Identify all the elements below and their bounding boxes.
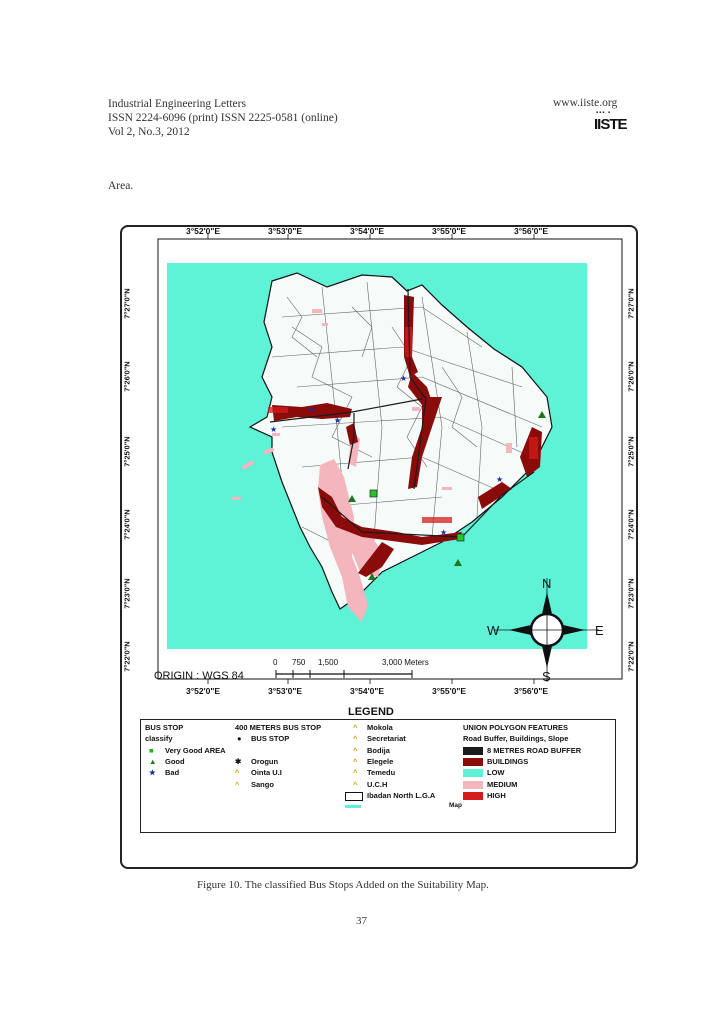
left-tick-4: 7°24'0"N bbox=[122, 509, 132, 540]
compass-east-label: E bbox=[595, 623, 604, 638]
bad-star-icon: ★ bbox=[149, 768, 156, 777]
compass-south-label: S bbox=[542, 669, 551, 684]
legend-bus-stop: BUS STOP bbox=[251, 734, 290, 743]
legend-cut-text: Map bbox=[449, 802, 462, 809]
buildings-swatch bbox=[463, 758, 483, 766]
right-tick-6: 7°22'0"N bbox=[626, 641, 636, 672]
bottom-tick-5: 3°56'0"E bbox=[514, 686, 549, 696]
iiste-logo: ▪▪▪ ▪ IISTE bbox=[594, 110, 627, 133]
right-tick-2: 7°26'0"N bbox=[626, 361, 636, 392]
top-tick-5: 3°56'0"E bbox=[514, 226, 549, 236]
medium-swatch bbox=[463, 781, 483, 789]
left-tick-3: 7°25'0"N bbox=[122, 436, 132, 467]
legend-very-good: Very Good AREA bbox=[165, 746, 226, 755]
legend-elegele: Elegele bbox=[367, 757, 394, 766]
legend-bad: Bad bbox=[165, 768, 180, 777]
legend-ointa: Ointa U.I bbox=[251, 768, 282, 777]
scale-label-3000: 3,000 Meters bbox=[382, 658, 429, 667]
legend-union-head: UNION POLYGON FEATURES bbox=[463, 723, 569, 732]
uch-caret-icon: ^ bbox=[353, 780, 358, 789]
legend-orogun: Orogun bbox=[251, 757, 279, 766]
journal-url[interactable]: www.iiste.org bbox=[553, 97, 618, 109]
issn-line: ISSN 2224-6096 (print) ISSN 2225-0581 (online) bbox=[108, 112, 338, 124]
legend-mokola: Mokola bbox=[367, 723, 393, 732]
map-figure bbox=[120, 225, 638, 869]
bus-stop-bad: ★ bbox=[270, 425, 278, 434]
compass-north-label: N bbox=[542, 576, 552, 591]
left-tick-1: 7°27'0"N bbox=[122, 288, 132, 319]
right-tick-4: 7°24'0"N bbox=[626, 509, 636, 540]
bus-stop-bad: ★ bbox=[496, 475, 504, 484]
logo-text: IISTE bbox=[594, 116, 627, 133]
legend-classify-head: classify bbox=[145, 734, 173, 743]
legend-title: LEGEND bbox=[348, 706, 394, 718]
high-swatch bbox=[463, 792, 483, 800]
top-tick-3: 3°54'0"E bbox=[350, 226, 385, 236]
map-origin: ORIGIN : WGS 84 bbox=[154, 670, 244, 682]
very-good-square-icon: ■ bbox=[149, 746, 154, 755]
bottom-tick-3: 3°54'0"E bbox=[350, 686, 385, 696]
bus-stop-very-good bbox=[370, 490, 377, 497]
mokola-caret-icon: ^ bbox=[353, 723, 358, 732]
ibadan-boundary-swatch bbox=[345, 792, 363, 801]
legend-buildings: BUILDINGS bbox=[487, 757, 529, 766]
top-tick-4: 3°55'0"E bbox=[432, 226, 467, 236]
page-number: 37 bbox=[356, 915, 367, 927]
cut-swatch bbox=[345, 805, 361, 808]
scale-bar bbox=[276, 670, 412, 678]
bus-stop-bad: ★ bbox=[334, 416, 342, 425]
legend-high: HIGH bbox=[487, 791, 506, 800]
secretariat-caret-icon: ^ bbox=[353, 734, 358, 743]
bottom-tick-2: 3°53'0"E bbox=[268, 686, 303, 696]
legend-bus-stop-head: BUS STOP bbox=[145, 723, 184, 732]
legend-low: LOW bbox=[487, 768, 505, 777]
bottom-tick-4: 3°55'0"E bbox=[432, 686, 467, 696]
figure-caption: Figure 10. The classified Bus Stops Added on the Suitability Map. bbox=[197, 879, 489, 891]
legend-good: Good bbox=[165, 757, 185, 766]
top-tick-2: 3°53'0"E bbox=[268, 226, 303, 236]
orogun-symbol-icon: ✱ bbox=[235, 757, 242, 766]
right-tick-3: 7°25'0"N bbox=[626, 436, 636, 467]
left-tick-6: 7°22'0"N bbox=[122, 641, 132, 672]
temedu-caret-icon: ^ bbox=[353, 768, 358, 777]
bottom-tick-1: 3°52'0"E bbox=[186, 686, 221, 696]
scale-label-750: 750 bbox=[292, 658, 306, 667]
legend-ibadan-north: Ibadan North L.G.A bbox=[367, 791, 436, 800]
good-triangle-icon: ▲ bbox=[149, 757, 157, 766]
right-tick-5: 7°23'0"N bbox=[626, 578, 636, 609]
legend-union-subhead: Road Buffer, Buildings, Slope bbox=[463, 734, 569, 743]
legend-uch: U.C.H bbox=[367, 780, 388, 789]
legend-400m-head: 400 METERS BUS STOP bbox=[235, 723, 322, 732]
compass-west-label: W bbox=[487, 623, 500, 638]
body-text: Area. bbox=[108, 180, 134, 192]
bus-stop-bad: ★ bbox=[308, 405, 316, 414]
legend-medium: MEDIUM bbox=[487, 780, 518, 789]
legend-temedu: Temedu bbox=[367, 768, 396, 777]
volume-line: Vol 2, No.3, 2012 bbox=[108, 126, 190, 138]
journal-name: Industrial Engineering Letters bbox=[108, 98, 246, 110]
right-tick-1: 7°27'0"N bbox=[626, 288, 636, 319]
bus-stop-bad: ★ bbox=[400, 374, 408, 383]
bus-stop-very-good bbox=[457, 534, 464, 541]
top-tick-1: 3°52'0"E bbox=[186, 226, 221, 236]
legend-bodija: Bodija bbox=[367, 746, 390, 755]
low-swatch bbox=[463, 769, 483, 777]
bodija-caret-icon: ^ bbox=[353, 746, 358, 755]
elegele-caret-icon: ^ bbox=[353, 757, 358, 766]
scale-label-0: 0 bbox=[273, 658, 278, 667]
legend-secretariat: Secretariat bbox=[367, 734, 406, 743]
sango-caret-icon: ^ bbox=[235, 780, 240, 789]
bus-stop-bad: ★ bbox=[440, 528, 448, 537]
ointa-caret-icon: ^ bbox=[235, 768, 240, 777]
legend-road-buffer: 8 METRES ROAD BUFFER bbox=[487, 746, 582, 755]
legend-sango: Sango bbox=[251, 780, 274, 789]
road-buffer-swatch bbox=[463, 747, 483, 755]
left-tick-5: 7°23'0"N bbox=[122, 578, 132, 609]
left-tick-2: 7°26'0"N bbox=[122, 361, 132, 392]
bus-stop-circle-icon: ● bbox=[237, 734, 242, 743]
map-legend bbox=[140, 719, 616, 833]
scale-label-1500: 1,500 bbox=[318, 658, 339, 667]
